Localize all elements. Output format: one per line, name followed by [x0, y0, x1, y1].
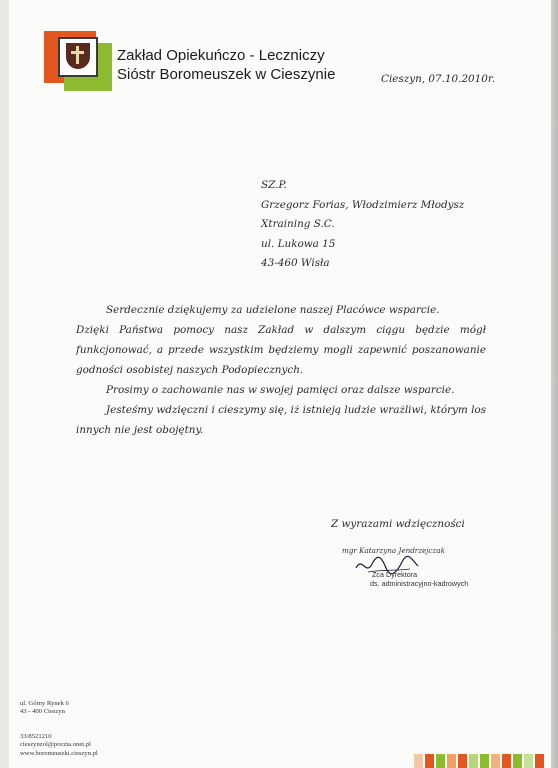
footer-city: 43 - 400 Cieszyn — [20, 708, 65, 716]
footer-phone: 33/8521210 — [20, 733, 52, 740]
recipient-street: ul. Lukowa 15 — [261, 237, 336, 250]
scan-edge-left — [0, 0, 9, 768]
signatory-name: mgr Katarzyna Jendrzejczak — [342, 546, 445, 555]
recipient-address — [261, 176, 464, 274]
organization-name-line2: Sióstr Boromeuszek w Cieszynie — [117, 66, 336, 83]
decorative-stripe — [414, 748, 552, 768]
letter-body — [76, 300, 486, 440]
organization-name-line1: Zakład Opiekuńczo - Leczniczy — [117, 47, 325, 64]
body-paragraph-3: Prosimy o zachowanie nas w swojej pamięci oraz dalsze wsparcie. — [106, 384, 455, 396]
logo-crest-icon — [58, 37, 98, 77]
recipient-city: 43-460 Wisła — [261, 257, 330, 270]
letter-date: Cieszyn, 07.10.2010r. — [381, 73, 496, 85]
organization-logo — [44, 27, 112, 93]
body-paragraph-2: Dzięki Państwa pomocy nasz Zakład w dalszym ciągu będzie mógł funkcjonować, a przede wszystkim będziemy mogli zapewnić poszanowanie godności osobistej naszych Podopiecznych. — [76, 324, 486, 376]
footer-email: cieszynzol@poczta.onet.pl — [20, 741, 91, 749]
footer-address — [20, 700, 69, 717]
body-paragraph-1: Serdecznie dziękujemy za udzielone naszej Placówce wsparcie. — [106, 304, 440, 316]
recipient-salutation: SZ.P. — [261, 179, 287, 191]
body-paragraph-4: Jesteśmy wdzięczni i cieszymy się, iż istnieją ludzie wrażliwi, którym los innych nie jest obojętny. — [76, 404, 486, 436]
signature-block — [342, 546, 472, 596]
scan-edge-right — [551, 0, 558, 768]
footer-website: www.boromeuszki.cieszyn.pl — [20, 749, 98, 757]
signatory-role: Zca Dyrektora — [372, 570, 418, 579]
signatory-department: ds. administracyjno-kadrowych — [370, 579, 469, 588]
recipient-company: Xtraining S.C. — [261, 218, 335, 231]
organization-name — [117, 46, 335, 84]
recipient-names: Grzegorz Forias, Włodzimierz Młodysz — [261, 198, 465, 211]
closing-phrase: Z wyrazami wdzięczności — [331, 518, 465, 530]
footer-street: ul. Górny Rynek 6 — [20, 700, 69, 707]
footer-contact — [20, 733, 98, 758]
